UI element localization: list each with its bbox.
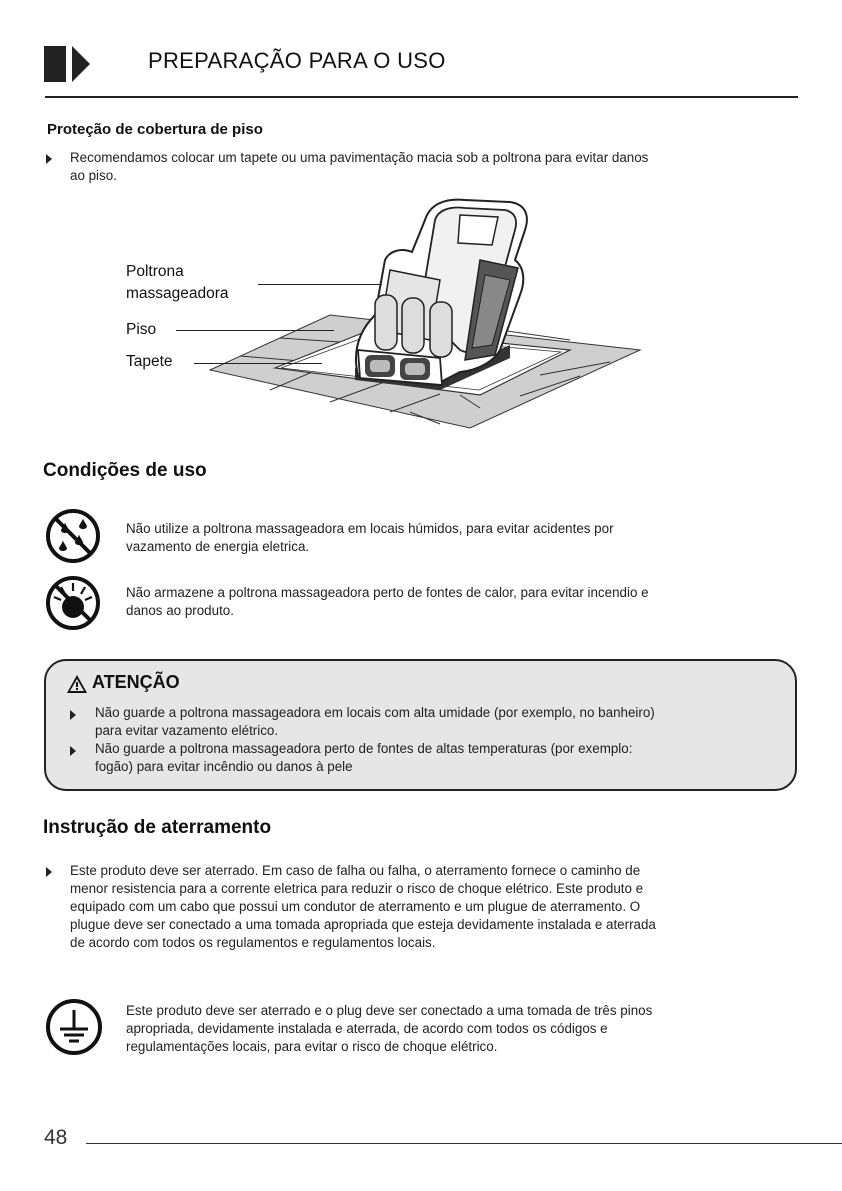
triangle-bullet-icon <box>46 154 52 164</box>
text-line: Este produto deve ser aterrado. Em caso de falha ou falha, o aterramento fornece o caminho de <box>70 863 641 878</box>
header-divider <box>45 96 798 98</box>
label-line: Poltrona <box>126 263 184 280</box>
label-chair <box>126 261 229 305</box>
text-line: plugue deve ser conectado a uma tomada apropriada que esteja devidamente instalada e aterrada <box>70 917 656 932</box>
section-marker-icon <box>44 46 90 87</box>
text-line: Não armazene a poltrona massageadora perto de fontes de calor, para evitar incendio e <box>126 585 649 600</box>
leader-line <box>176 330 334 331</box>
text-line: danos ao produto. <box>126 603 234 618</box>
text-line: Recomendamos colocar um tapete ou uma pavimentação macia sob a poltrona para evitar danos <box>70 150 649 165</box>
label-line: massageadora <box>126 285 229 302</box>
text-line: fogão) para evitar incêndio ou danos à pele <box>95 759 353 774</box>
attention-item-1 <box>95 704 791 740</box>
text-line: apropriada, devidamente instalada e aterrada, de acordo com todos os códigos e <box>126 1021 608 1036</box>
chair-illustration <box>180 190 650 440</box>
text-line: para evitar vazamento elétrico. <box>95 723 279 738</box>
text-line: Não utilize a poltrona massageadora em locais húmidos, para evitar acidentes por <box>126 521 614 536</box>
warning-triangle-icon <box>66 674 88 699</box>
leader-line <box>194 363 322 364</box>
triangle-bullet-icon <box>70 710 76 720</box>
page-number: 48 <box>44 1126 68 1149</box>
grounding-heading: Instrução de aterramento <box>43 817 272 838</box>
text-line: equipado com um cabo que possui um condutor de aterramento e um plugue de aterramento. O <box>70 899 641 914</box>
label-mat: Tapete <box>126 353 173 370</box>
text-line: ao piso. <box>70 168 117 183</box>
usage-conditions-heading: Condições de uso <box>43 460 207 481</box>
grounding-text <box>70 862 810 952</box>
label-floor: Piso <box>126 321 157 338</box>
text-line: Não guarde a poltrona massageadora em locais com alta umidade (por exemplo, no banheiro) <box>95 705 655 720</box>
text-line: vazamento de energia eletrica. <box>126 539 310 554</box>
triangle-bullet-icon <box>70 746 76 756</box>
footer-divider <box>86 1143 842 1144</box>
leader-line <box>258 284 382 285</box>
triangle-bullet-icon <box>46 867 52 877</box>
floor-protection-text <box>70 149 800 185</box>
text-line: Não guarde a poltrona massageadora perto de fontes de altas temperaturas (por exemplo: <box>95 741 633 756</box>
ground-symbol-icon <box>45 998 103 1056</box>
text-line: regulamentações locais, para evitar o risco de choque elétrico. <box>126 1039 498 1054</box>
attention-item-2 <box>95 740 791 776</box>
page-title: PREPARAÇÃO PARA O USO <box>148 48 446 73</box>
usage-item-2 <box>126 584 806 620</box>
floor-protection-heading: Proteção de cobertura de piso <box>47 121 263 138</box>
usage-item-1 <box>126 520 806 556</box>
no-heat-icon <box>45 575 101 631</box>
text-line: de acordo com todos os regulamentos e regulamentos locais. <box>70 935 436 950</box>
no-water-icon <box>45 508 101 564</box>
attention-title: ATENÇÃO <box>92 672 180 692</box>
text-line: menor resistencia para a corrente eletrica para reduzir o risco de choque elétrico. Este produto e <box>70 881 644 896</box>
grounding-note <box>126 1002 816 1056</box>
text-line: Este produto deve ser aterrado e o plug deve ser conectado a uma tomada de três pinos <box>126 1003 653 1018</box>
